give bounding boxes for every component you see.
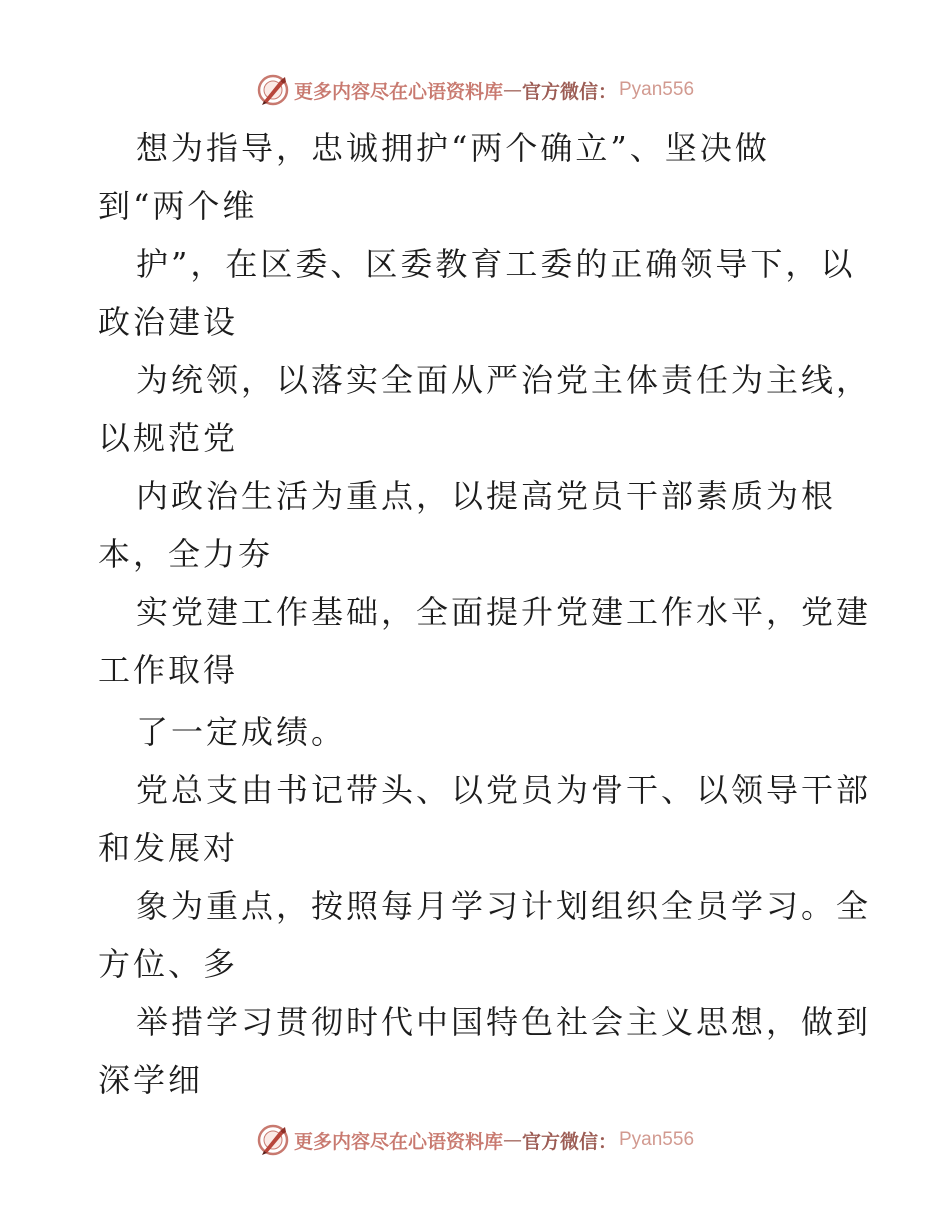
body-line-7: 内政治生活为重点，以提高党员干部素质为根 [136, 477, 837, 515]
banner-wechat-account: Pyan556 [619, 79, 695, 100]
body-line-12: 党总支由书记带头、以党员为骨干、以领导干部 [136, 771, 872, 809]
footer-wechat-account: Pyan556 [619, 1129, 695, 1150]
body-line-8: 本，全力夯 [98, 535, 274, 573]
body-line-6: 以规范党 [98, 419, 239, 457]
body-line-13: 和发展对 [98, 829, 239, 867]
footer-wechat-label: 官方微信： [521, 1130, 617, 1153]
body-line-15: 方位、多 [98, 945, 239, 983]
body-line-10: 工作取得 [98, 651, 239, 689]
banner-dash: — [502, 79, 522, 101]
body-line-17: 深学细 [98, 1061, 204, 1099]
body-line-4: 政治建设 [98, 303, 239, 341]
quill-pen-logo-icon [256, 1123, 290, 1157]
body-line-2: 到“两个维 [98, 187, 258, 225]
body-line-14: 象为重点，按照每月学习计划组织全员学习。全 [136, 887, 872, 925]
body-line-3: 护”，在区委、区委教育工委的正确领导下，以 [136, 245, 856, 283]
footer-dash: — [502, 1129, 522, 1151]
body-line-16: 举措学习贯彻时代中国特色社会主义思想，做到 [136, 1003, 872, 1041]
banner-main-text: 更多内容尽在心语资料库 [293, 80, 503, 103]
banner-wechat-label: 官方微信： [521, 80, 617, 103]
body-line-9: 实党建工作基础，全面提升党建工作水平，党建 [136, 593, 872, 631]
body-line-1: 想为指导，忠诚拥护“两个确立”、坚决做 [136, 129, 770, 167]
body-line-11: 了一定成绩。 [136, 713, 347, 751]
footer-banner [0, 1120, 950, 1160]
body-line-5: 为统领，以落实全面从严治党主体责任为主线， [136, 361, 872, 399]
footer-main-text: 更多内容尽在心语资料库 [293, 1130, 503, 1153]
